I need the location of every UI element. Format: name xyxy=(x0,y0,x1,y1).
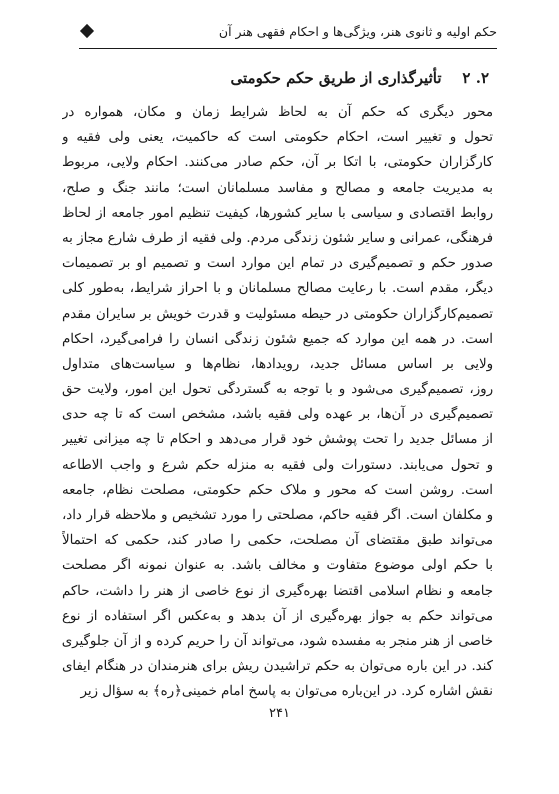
running-header: حکم اولیه و ثانوی هنر، ویژگی‌ها و احکام فقهی هنر آن xyxy=(218,24,497,39)
page-number: ۲۴۱ xyxy=(269,706,290,721)
text-line: و تحول می‌یابند. دستورات ولی فقیه به منزله حکم شرع و واجب الاطاعه xyxy=(62,457,493,473)
section-title: تأثیرگذاری از طریق حکم حکومتی xyxy=(230,69,442,87)
text-line: روابط اقتصادی و سیاسی با سایر کشورها، کیفیت تنظیم امور جامعه از لحاظ xyxy=(62,205,493,221)
text-line: است. روشن است که محور و ملاک حکم حکومتی، مصلحت نظام، جامعه xyxy=(62,482,493,498)
text-line: به مدیریت جامعه و مصالح و مفاسد مسلمانان است؛ مانند جنگ و صلح، xyxy=(62,180,493,196)
header-ornament-icon xyxy=(80,24,94,38)
text-line: کارگزاران حکومتی، با اتکا بر آن، حکم صادر می‌کنند. احکام ولایی، مربوط xyxy=(62,155,493,171)
text-line: است. در همه این موارد که جمیع شئون زندگی انسان را فرامی‌گیرد، احکام xyxy=(62,331,493,347)
text-line: می‌تواند حکم به جواز بهره‌گیری از آن بدهد و به‌عکس اگر استفاده از نوع xyxy=(62,608,493,624)
text-line: دیگر، مقدم است. با رعایت مصالح مسلمانان و با احراز شرایط، به‌طور کلی xyxy=(62,281,493,297)
section-heading xyxy=(230,68,489,88)
header-divider xyxy=(79,48,497,49)
section-number: ۲. ۲ xyxy=(462,69,489,87)
text-line: کند. در این باره می‌توان به حکم تراشیدن ریش برای هنرمندان در هنگام ایفای xyxy=(62,659,493,675)
body-text xyxy=(62,100,493,705)
text-line: می‌تواند طبق مقتضای آن مصلحت، حکمی را صادر کند، حکمی که احتمالاً xyxy=(62,533,493,549)
text-line: روز، تصمیم‌گیری می‌شود و با توجه به گستردگی تحول این امور، ولایت حق xyxy=(62,382,493,398)
text-line: محور دیگری که حکم آن به لحاظ شرایط زمان و مکان، همواره در xyxy=(62,105,493,120)
text-line: تحول و تغییر است، احکام حکومتی است که حاکمیت، یعنی ولی فقیه و xyxy=(62,130,493,146)
text-line: صدور حکم و تصمیم‌گیری در تمام این موارد است و تصمیم او بر تصمیمات xyxy=(62,256,493,272)
text-line: فرهنگی، عمرانی و سایر شئون زندگی مردم. ولی فقیه از طرف شارع مجاز به xyxy=(62,230,493,246)
text-line: تصمیم‌کارگزاران حکومتی در حیطه مسئولیت و قدرت خویش بر سایران مقدم xyxy=(62,306,493,322)
text-line: ولایی بر اساس مسائل جدید، رویدادها، نظام‌ها و سیاست‌های متداول xyxy=(62,356,493,372)
text-line: تصمیم‌گیری در آن‌ها، بر عهده ولی فقیه باشد، مشخص است که تا چه حدی xyxy=(62,407,493,423)
text-line: با حکم اولی موضوع متفاوت و مخالف باشد. به عنوان نمونه اگر مصلحت xyxy=(62,558,493,574)
text-line: از مسائل جدید را تحت پوشش خود قرار می‌دهد و احکام تا چه میزانی تغییر xyxy=(62,432,493,448)
text-line: و مکلفان است. اگر فقیه حاکم، مصلحتی را مورد تشخیص و ملاحظه قرار داد، xyxy=(62,508,493,523)
text-line: جامعه و نظام اسلامی اقتضا بهره‌گیری از نوع خاصی از هنر را داشت، حاکم xyxy=(62,583,493,599)
text-line: نقش اشاره کرد. در این‌باره می‌توان به پاسخ امام خمینی﴿ره﴾ به سؤال زیر xyxy=(80,684,493,700)
text-line: خاصی از هنر منجر به مفسده شود، می‌تواند آن را حریم کرده و از آن جلوگیری xyxy=(62,633,493,649)
